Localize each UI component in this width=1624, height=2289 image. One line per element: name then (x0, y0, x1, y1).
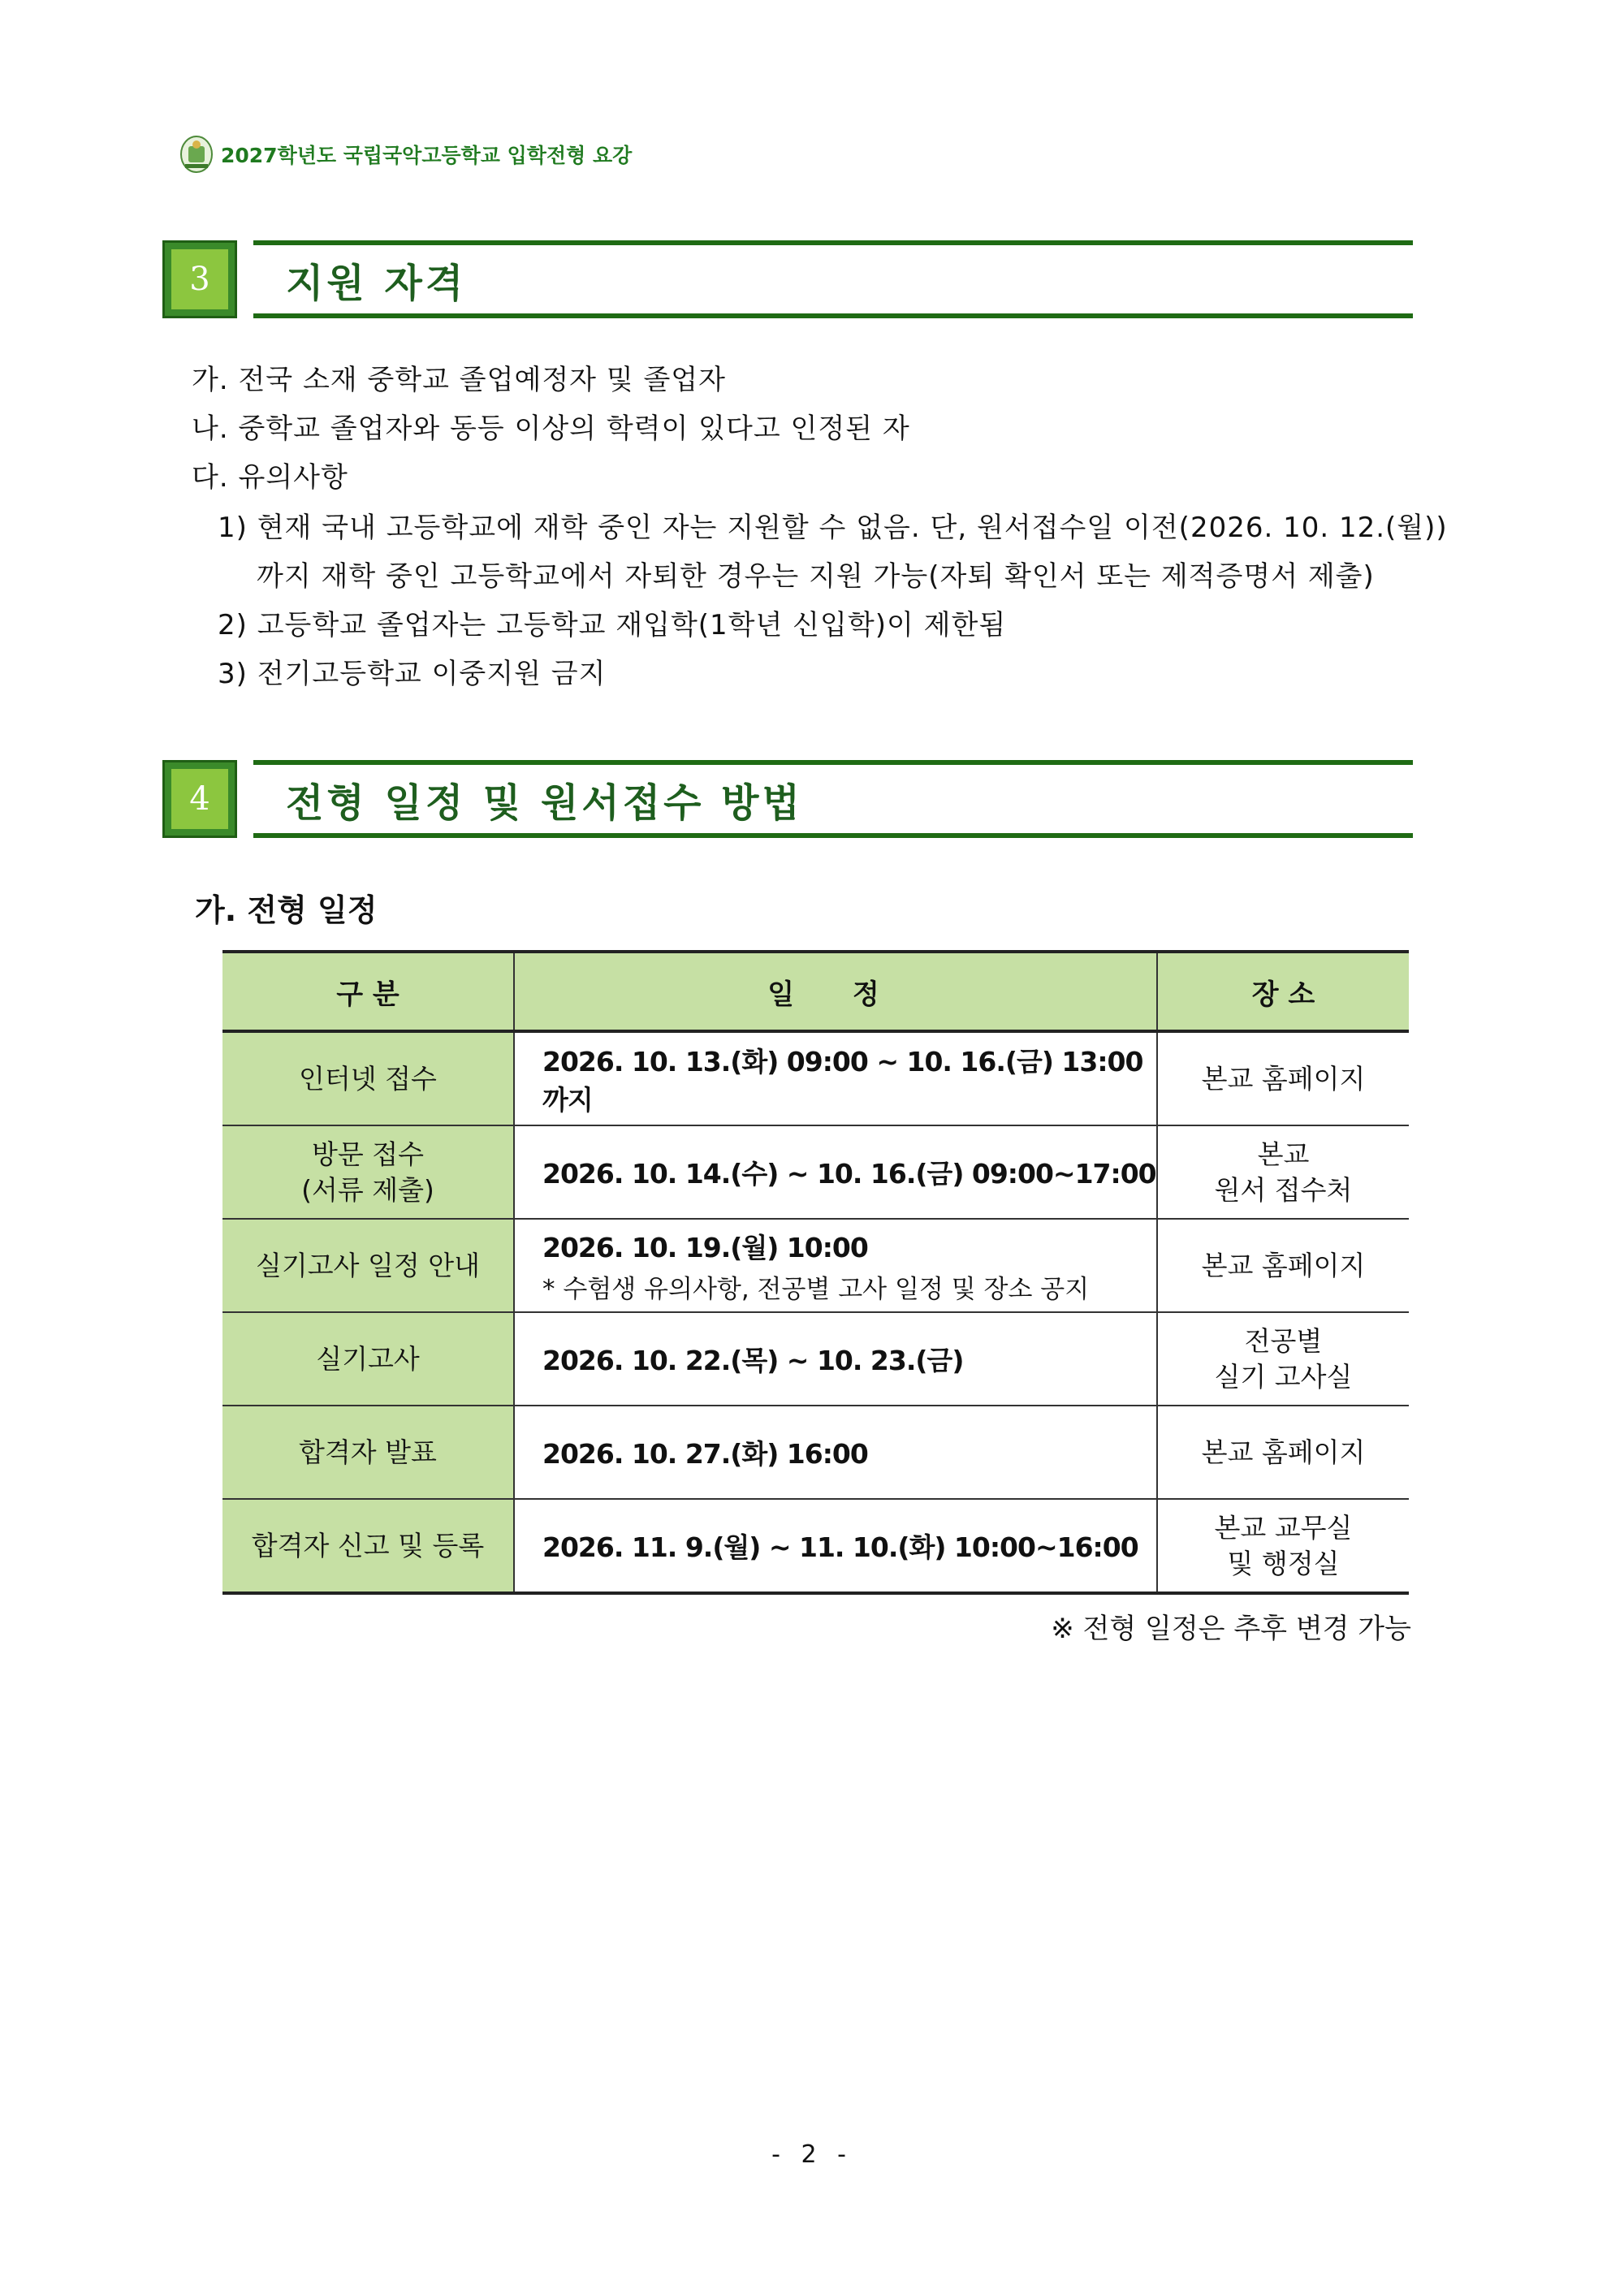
row-place: 전공별 실기 고사실 (1157, 1312, 1409, 1406)
table-row (222, 1125, 1409, 1219)
row-category: 방문 접수 (서류 제출) (222, 1125, 514, 1219)
row-category: 실기고사 일정 안내 (222, 1219, 514, 1312)
notice-item-3: 3) 전기고등학교 이중지원 금지 (218, 658, 607, 690)
row-schedule (514, 1031, 1157, 1125)
section-number-box (162, 240, 237, 318)
page-number: - 2 - (771, 2140, 853, 2169)
schedule-table (222, 950, 1409, 1595)
table-row (222, 1219, 1409, 1312)
schedule-date: 2026. 11. 9.(월) ~ 11. 10.(화) 10:00~16:00 (542, 1531, 1138, 1563)
row-place: 본교 홈페이지 (1157, 1406, 1409, 1499)
schedule-footnote: ※ 전형 일정은 추후 변경 가능 (1051, 1613, 1411, 1645)
notice-item-1: 1) 현재 국내 고등학교에 재학 중인 자는 지원할 수 없음. 단, 원서접수일 이전(2026. 10. 12.(월)) (218, 512, 1448, 544)
notice-item-2: 2) 고등학교 졸업자는 고등학교 재입학(1학년 신입학)이 제한됨 (218, 609, 1007, 641)
row-place: 본교 원서 접수처 (1157, 1125, 1409, 1219)
column-header-place: 장 소 (1157, 952, 1409, 1031)
row-schedule (514, 1125, 1157, 1219)
section-title: 전형 일정 및 원서접수 방법 (286, 780, 803, 826)
school-logo-icon (179, 135, 214, 174)
schedule-date: 2026. 10. 19.(월) 10:00 (542, 1231, 868, 1263)
section-3-heading (162, 240, 1413, 322)
eligibility-item-da: 다. 유의사항 (192, 461, 348, 494)
schedule-date: 2026. 10. 22.(목) ~ 10. 23.(금) (542, 1345, 964, 1376)
row-category: 합격자 신고 및 등록 (222, 1499, 514, 1593)
table-row (222, 1499, 1409, 1593)
section-number: 3 (171, 249, 228, 309)
table-row (222, 1312, 1409, 1406)
row-place: 본교 홈페이지 (1157, 1031, 1409, 1125)
table-row (222, 1031, 1409, 1125)
column-header-schedule: 일 정 (514, 952, 1157, 1031)
schedule-date: 2026. 10. 13.(화) 09:00 ~ 10. 16.(금) 13:00까지 (542, 1045, 1143, 1116)
row-category: 인터넷 접수 (222, 1031, 514, 1125)
table-header-row (222, 952, 1409, 1031)
row-category: 실기고사 (222, 1312, 514, 1406)
eligibility-item-ga: 가. 전국 소재 중학교 졸업예정자 및 졸업자 (192, 364, 726, 396)
row-place: 본교 홈페이지 (1157, 1219, 1409, 1312)
row-schedule (514, 1312, 1157, 1406)
section-title-bar (253, 760, 1413, 838)
section-number-box (162, 760, 237, 838)
schedule-date: 2026. 10. 14.(수) ~ 10. 16.(금) 09:00~17:00 (542, 1158, 1156, 1190)
column-header-category: 구 분 (222, 952, 514, 1031)
document-header (179, 135, 632, 174)
schedule-note: * 수험생 유의사항, 전공별 고사 일정 및 장소 공지 (542, 1274, 1090, 1304)
notice-item-1-cont: 까지 재학 중인 고등학교에서 자퇴한 경우는 지원 가능(자퇴 확인서 또는 제적증명서 제출) (257, 560, 1375, 593)
header-title: 2027학년도 국립국악고등학교 입학전형 요강 (221, 144, 633, 167)
table-row (222, 1406, 1409, 1499)
section-title: 지원 자격 (286, 260, 467, 306)
schedule-subheading: 가. 전형 일정 (195, 892, 378, 928)
row-schedule (514, 1406, 1157, 1499)
section-title-bar (253, 240, 1413, 318)
section-4-heading (162, 760, 1413, 841)
row-schedule (514, 1499, 1157, 1593)
row-place: 본교 교무실 및 행정실 (1157, 1499, 1409, 1593)
eligibility-item-na: 나. 중학교 졸업자와 동등 이상의 학력이 있다고 인정된 자 (192, 412, 910, 445)
row-category: 합격자 발표 (222, 1406, 514, 1499)
row-schedule (514, 1219, 1157, 1312)
section-number: 4 (171, 769, 228, 829)
schedule-date: 2026. 10. 27.(화) 16:00 (542, 1438, 868, 1470)
